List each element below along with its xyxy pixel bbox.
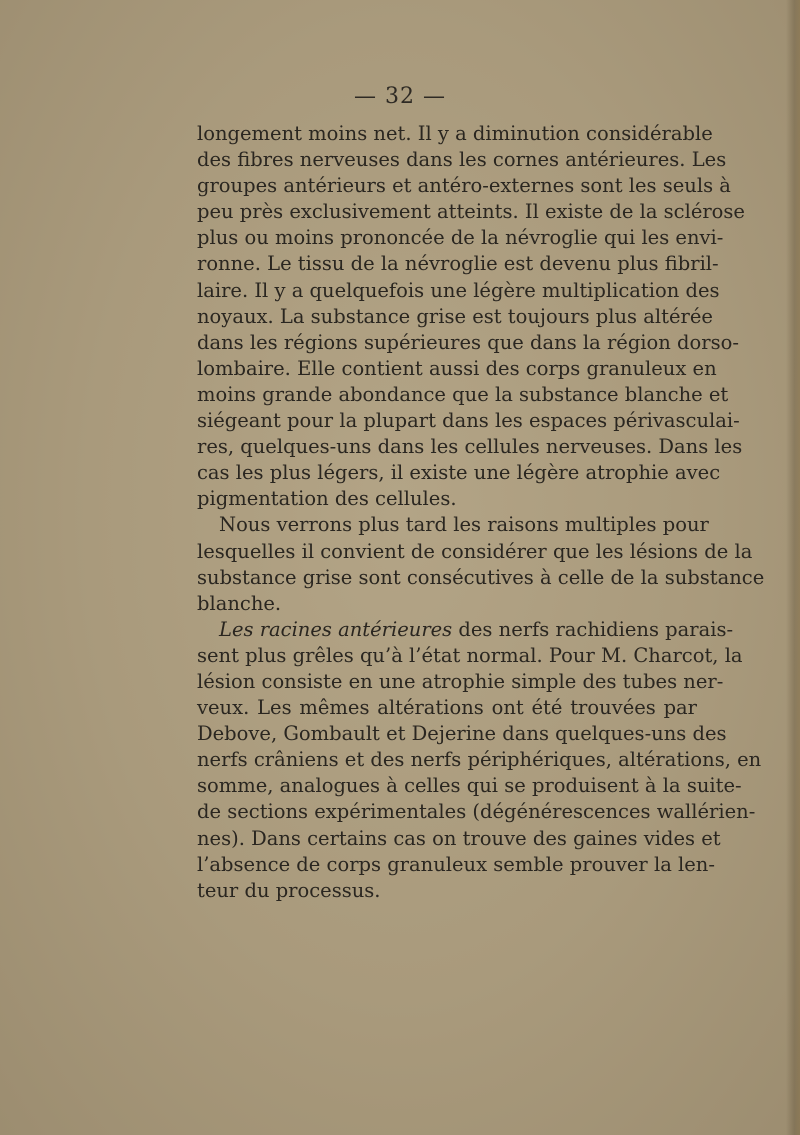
text-line: l’absence de corps granuleux semble prouver la len- [197,852,715,876]
text-line: de sections expérimentales (dégénérescences wallérien- [197,800,756,824]
body-text [197,121,765,904]
text-line: lesquelles il convient de considérer que les lésions de la [197,539,753,563]
text-line: Debove, Gombault et Dejerine dans quelques-uns des [197,722,727,746]
text-line: veux. Les mêmes altérations ont été trouvées par [197,696,697,720]
text-line: nes). Dans certains cas on trouve des gaines vides et [197,826,721,850]
text-line: pigmentation des cellules. [197,487,457,511]
text-line: plus ou moins prononcée de la névroglie qui les envi- [197,226,724,250]
text-line: groupes antérieurs et antéro-externes sont les seuls à [197,174,731,198]
paragraph-3 [197,617,762,904]
text-fragment: des nerfs rachidiens parais- [452,617,734,641]
text-line: blanche. [197,591,282,615]
text-line: peu près exclusivement atteints. Il existe de la sclérose [197,200,745,224]
text-line: Nous verrons plus tard les raisons multiples pour [219,513,709,537]
text-line: longement moins net. Il y a diminution considérable [197,122,713,145]
paragraph-1 [197,121,745,512]
text-line: lombaire. Elle contient aussi des corps granuleux en [197,356,717,380]
page-number: — 32 — [354,84,446,109]
text-line [197,617,734,643]
text-line: substance grise sont consécutives à celle de la substance [197,565,765,589]
text-line: moins grande abondance que la substance blanche et [197,382,729,406]
page-edge-shadow [786,0,800,1135]
text-line: lésion consiste en une atrophie simple des tubes ner- [197,669,724,693]
text-line: noyaux. La substance grise est toujours plus altérée [197,304,713,328]
text-line: nerfs crâniens et des nerfs périphériques, altérations, en [197,748,762,772]
text-line: teur du processus. [197,878,381,902]
text-line: laire. Il y a quelquefois une légère multiplication des [197,278,720,302]
text-line: ronne. Le tissu de la névroglie est devenu plus fibril- [197,252,719,276]
text-line: siégeant pour la plupart dans les espaces périvasculai- [197,409,740,433]
text-line: des fibres nerveuses dans les cornes antérieures. Les [197,148,727,172]
paragraph-2 [197,512,765,616]
text-line: somme, analogues à celles qui se produisent à la suite- [197,774,742,798]
text-line: dans les régions supérieures que dans la région dorso- [197,330,739,354]
text-line: cas les plus légers, il existe une légère atrophie avec [197,461,721,485]
text-line: sent plus grêles qu’à l’état normal. Pour M. Charcot, la [197,643,743,667]
text-line: res, quelques-uns dans les cellules nerveuses. Dans les [197,435,743,459]
italic-lead: Les racines antérieures [219,617,453,641]
